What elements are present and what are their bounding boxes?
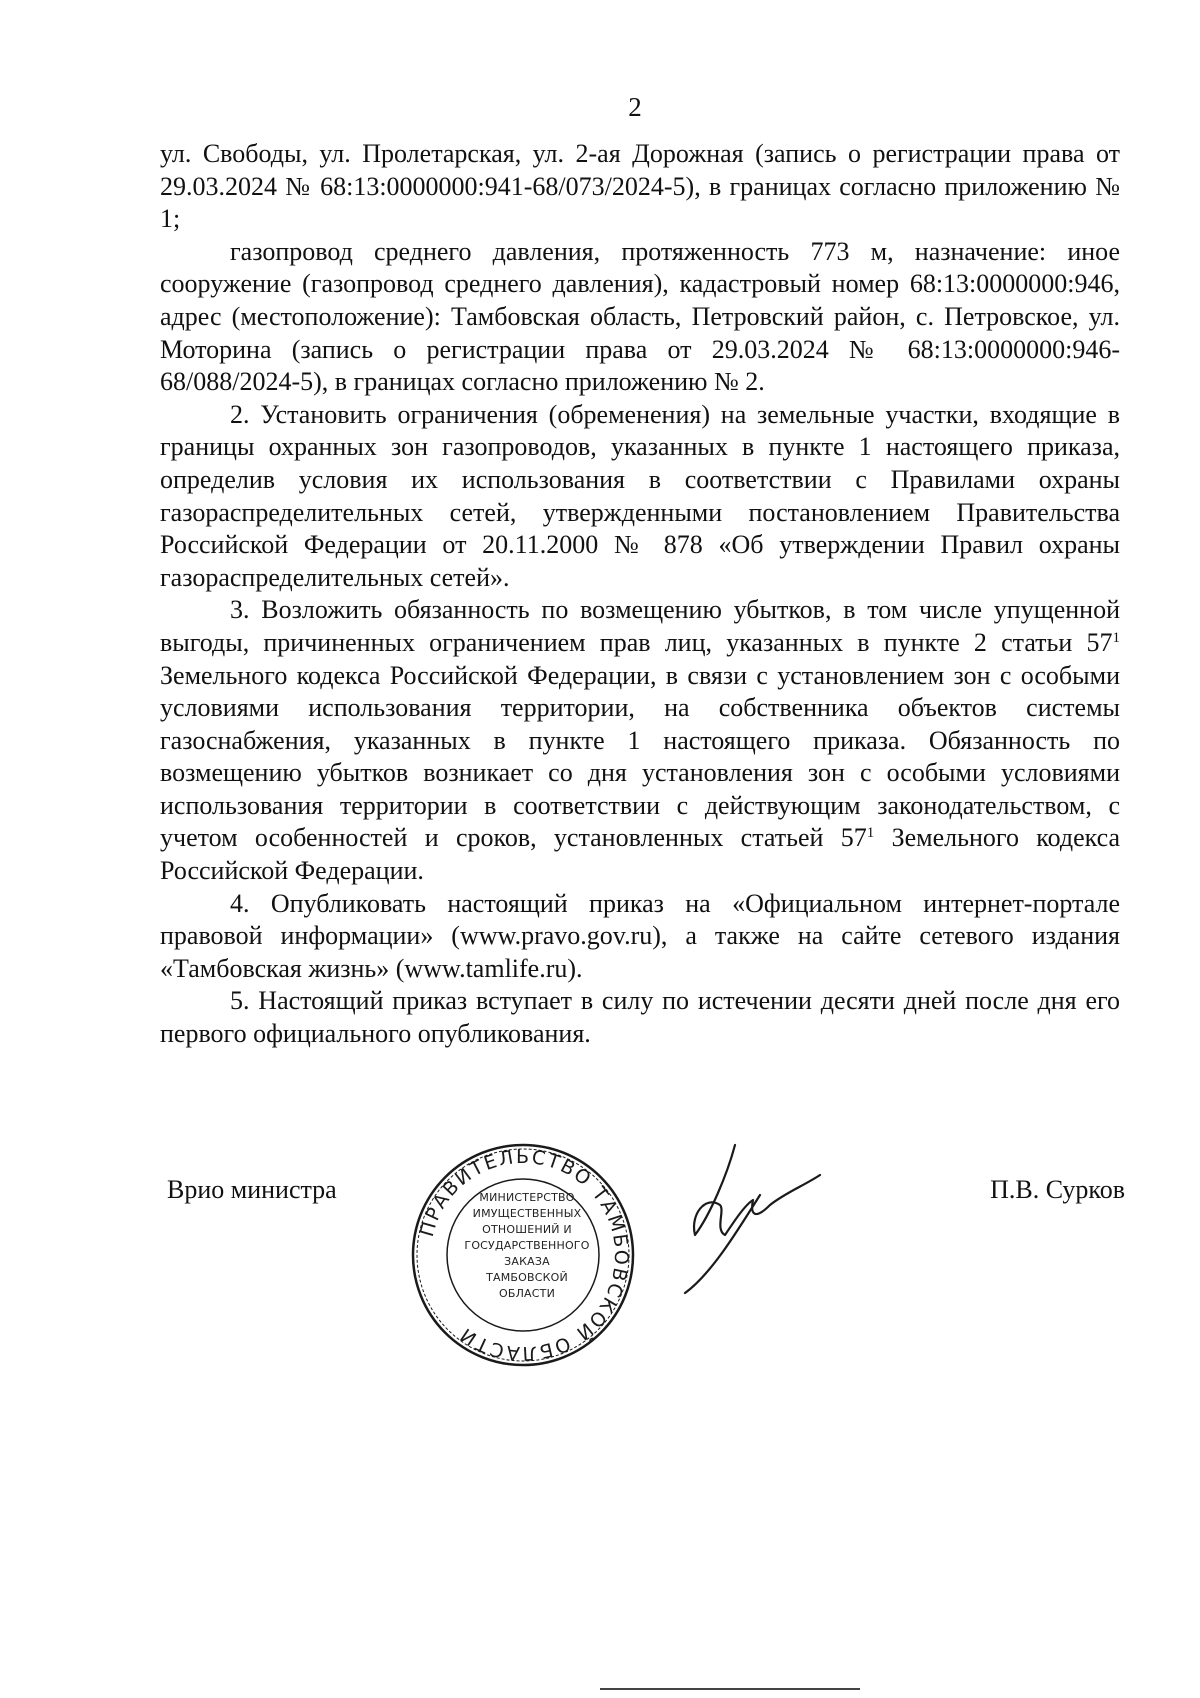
paragraph-item-3-part-a: 3. Возложить обязанность по возмещению убытков, в том числе упущенной выгоды, причиненных ограничением прав лиц, указанных в пункте 2 статьи 57	[160, 595, 1120, 657]
paragraph-item-3-part-b: Земельного кодекса Российской Федерации, в связи с установлением зон с особыми условиями использования территории, на собственника объектов системы газоснабжения, указанных в пункте 1 настоящего приказа. Обязанность по возмещению убытков возникает со дня установления зон с особыми условиями использования территории в соответствии с действующим законодательством, с учетом особенностей и сроков, установленных статьей 57	[160, 660, 1120, 853]
superscript-1: 1	[1112, 629, 1120, 646]
signatory-name: П.В. Сурков	[990, 1175, 1125, 1204]
paragraph-item-3	[160, 594, 1120, 887]
seal-inner-text: МИНИСТЕРСТВО ИМУЩЕСТВЕННЫХ ОТНОШЕНИЙ И ГОСУДАРСТВЕННОГО ЗАКАЗА ТАМБОВСКОЙ ОБЛАСТИ	[464, 1191, 590, 1300]
paragraph-item-3-part-c: Земельного кодекса Российской Федерации.	[160, 823, 1120, 886]
document-body	[160, 138, 1120, 1051]
paragraph-item-4: 4. Опубликовать настоящий приказ на «Официальном интернет-портале правовой информации» (www.pravo.gov.ru), а также на сайте сетевого издания «Тамбовская жизнь» (www.tamlife.ru).	[160, 888, 1120, 983]
paragraph-item-5: 5. Настоящий приказ вступает в силу по истечении десяти дней после дня его первого официального опубликования.	[160, 986, 1120, 1049]
signatory-title: Врио министра	[167, 1175, 337, 1204]
page-number: 2	[628, 92, 642, 122]
paragraph-gas-pipeline: газопровод среднего давления, протяженность 773 м, назначение: иное сооружение (газопровод среднего давления), кадастровый номер 68:13:0000000:946, адрес (местоположение): Тамбовская область, Петровский район, с. Петровское, ул. Моторина (запись о регистрации права от 29.03.2024 № 68:13:0000000:946-68/088/2024-5), в границах согласно приложению № 2.	[160, 236, 1120, 397]
seal-outer-text: ПРАВИТЕЛЬСТВО ТАМБОВСКОЙ ОБЛАСТИ	[415, 1145, 633, 1365]
paragraph-item-2: 2. Установить ограничения (обременения) на земельные участки, входящие в границы охранных зон газопроводов, указанных в пункте 1 настоящего приказа, определив условия их использования в соответствии с Правилами охраны газораспределительных сетей, утвержденными постановлением Правительства Российской Федерации от 20.11.2000 № 878 «Об утверждении Правил охраны газораспределительных сетей».	[160, 399, 1120, 592]
scan-artifact-line	[600, 1688, 860, 1690]
handwritten-signature	[665, 1135, 825, 1295]
superscript-1: 1	[866, 825, 875, 842]
paragraph-continuation: ул. Свободы, ул. Пролетарская, ул. 2-ая Дорожная (запись о регистрации права от 29.03.2024 № 68:13:0000000:941-68/073/2024-5), в границах согласно приложению № 1;	[160, 139, 1120, 234]
